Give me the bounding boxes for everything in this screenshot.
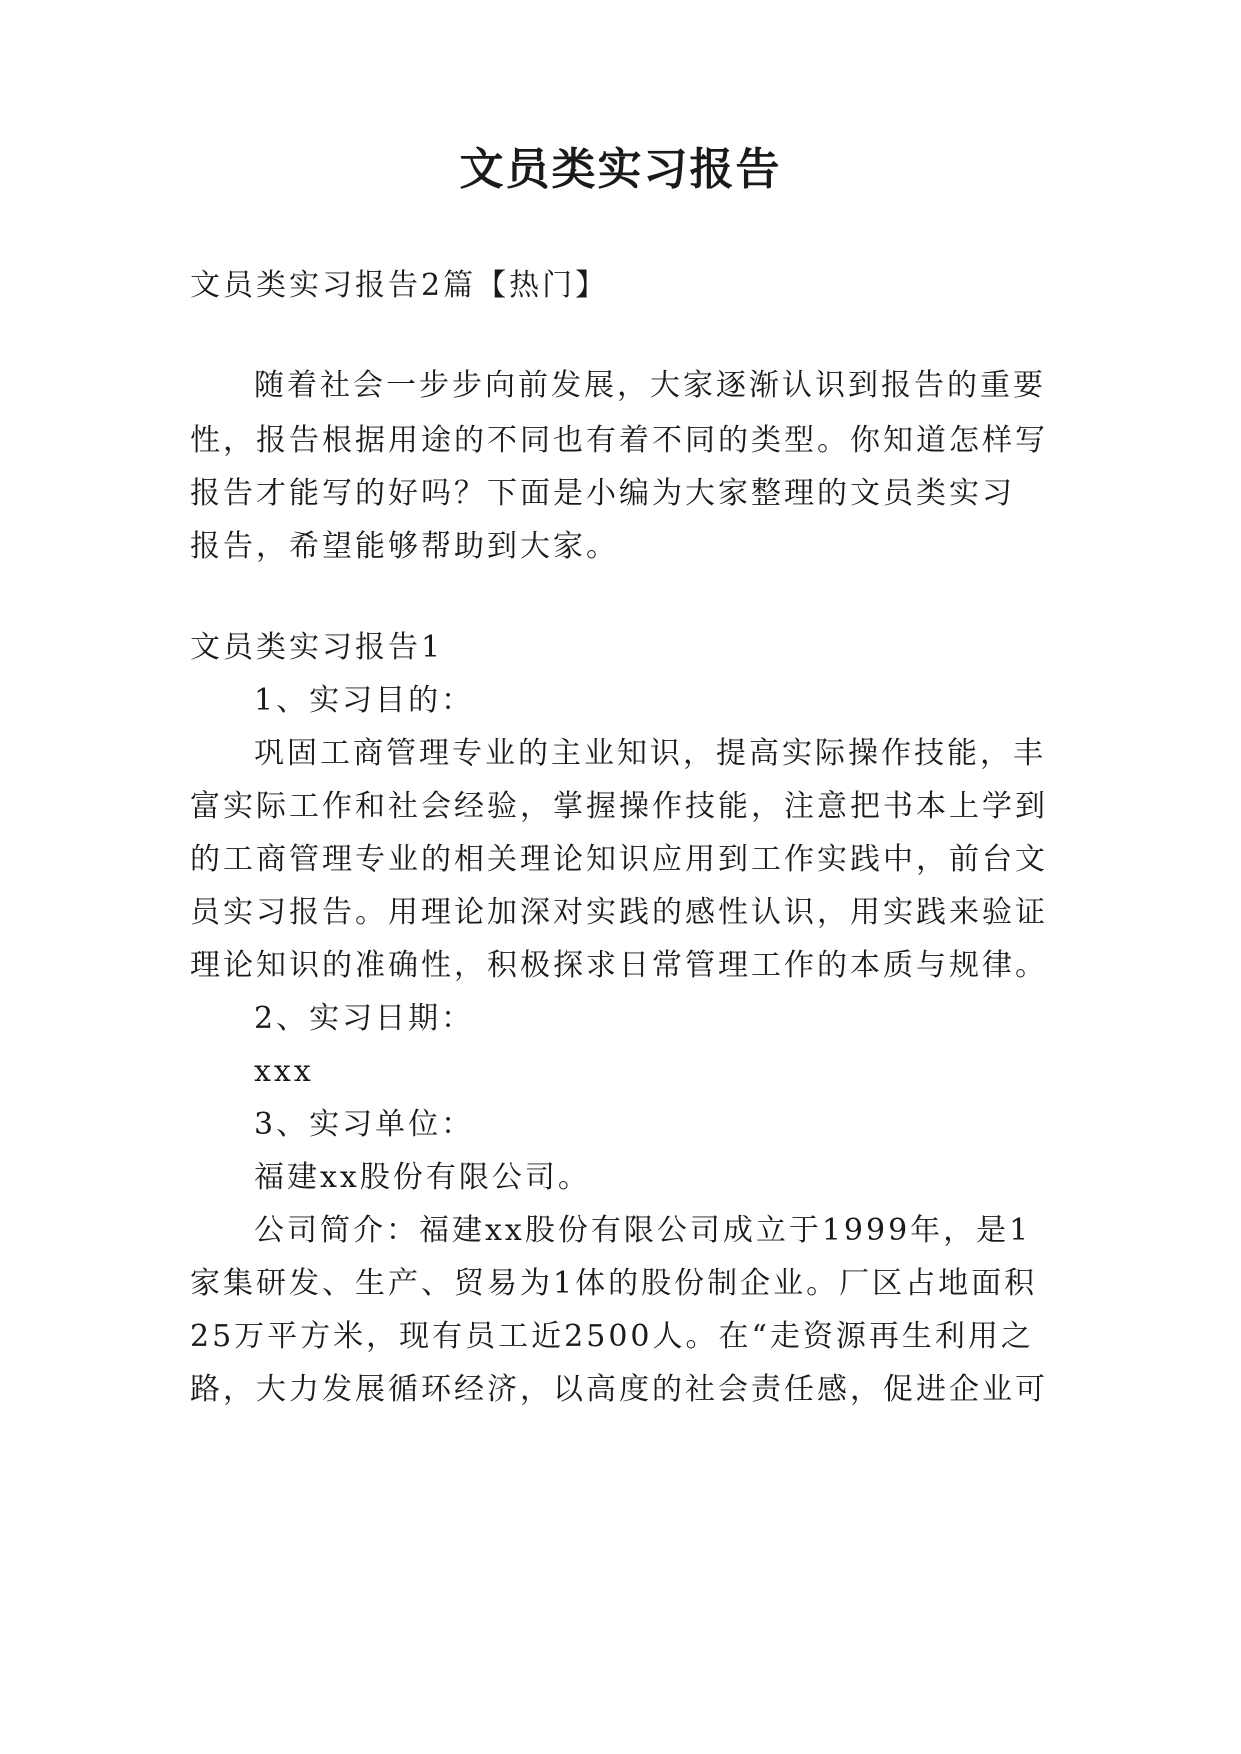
purpose-heading: 1、实习目的： bbox=[254, 683, 475, 718]
profile-line-3: 25万平方米，现有员工近2500人。在“走资源再生利用之 bbox=[190, 1319, 1034, 1354]
intro-line-2: 性，报告根据用途的不同也有着不同的类型。你知道怎样写 bbox=[190, 423, 1048, 458]
date-value: xxx bbox=[254, 1054, 314, 1089]
date-heading: 2、实习日期： bbox=[254, 1001, 475, 1036]
unit-value: 福建xx股份有限公司。 bbox=[254, 1160, 591, 1195]
document-title: 文员类实习报告 bbox=[459, 144, 782, 195]
purpose-line-5: 理论知识的准确性，积极探求日常管理工作的本质与规律。 bbox=[190, 948, 1048, 983]
profile-line-4: 路，大力发展循环经济，以高度的社会责任感，促进企业可 bbox=[190, 1372, 1048, 1407]
purpose-line-4: 员实习报告。用理论加深对实践的感性认识，用实践来验证 bbox=[190, 895, 1048, 930]
document-subtitle: 文员类实习报告2篇【热门】 bbox=[190, 268, 609, 303]
section-title: 文员类实习报告1 bbox=[190, 630, 444, 665]
purpose-line-3: 的工商管理专业的相关理论知识应用到工作实践中，前台文 bbox=[190, 842, 1048, 877]
purpose-line-2: 富实际工作和社会经验，掌握操作技能，注意把书本上学到 bbox=[190, 789, 1048, 824]
purpose-line-1: 巩固工商管理专业的主业知识，提高实际操作技能，丰 bbox=[254, 736, 1046, 771]
profile-line-1: 公司简介：福建xx股份有限公司成立于1999年，是1 bbox=[254, 1213, 1032, 1248]
intro-line-1: 随着社会一步步向前发展，大家逐渐认识到报告的重要 bbox=[254, 368, 1046, 403]
profile-line-2: 家集研发、生产、贸易为1体的股份制企业。厂区占地面积 bbox=[190, 1266, 1038, 1301]
unit-heading: 3、实习单位： bbox=[254, 1107, 475, 1142]
intro-line-3: 报告才能写的好吗？下面是小编为大家整理的文员类实习 bbox=[190, 476, 1015, 511]
intro-line-4: 报告，希望能够帮助到大家。 bbox=[190, 529, 619, 564]
